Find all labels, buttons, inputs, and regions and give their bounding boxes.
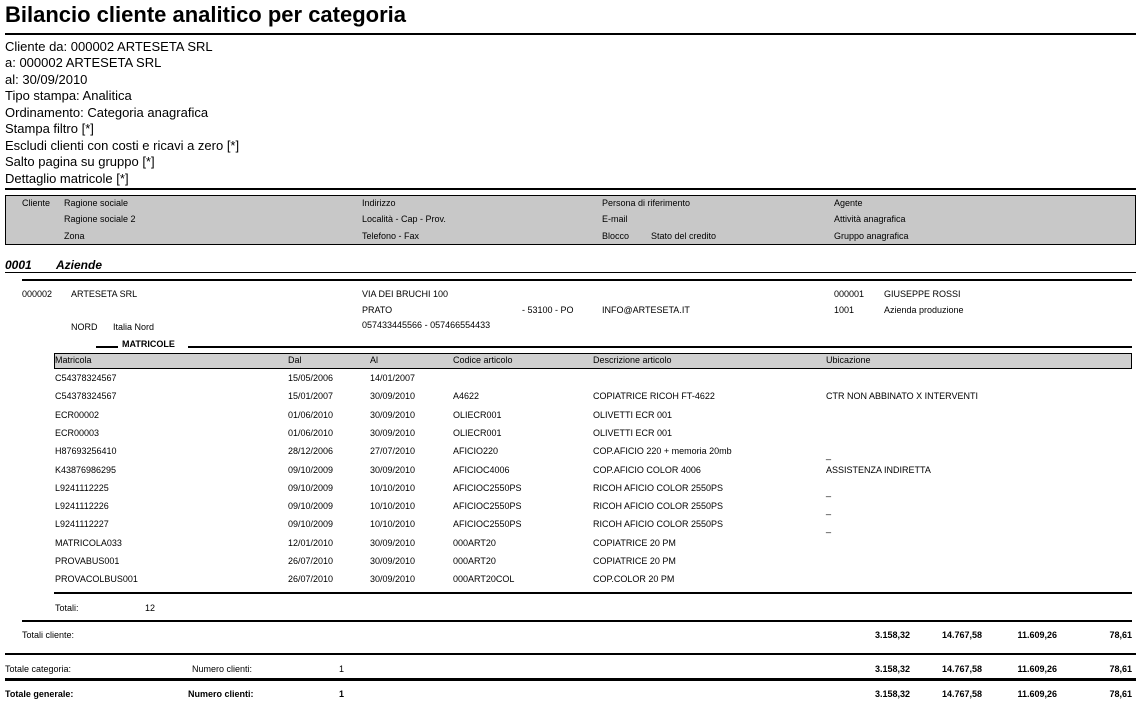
cell-al: 30/09/2010	[370, 556, 416, 566]
cell-codice-articolo: AFICIOC2550PS	[453, 501, 522, 511]
param-ordinamento: Ordinamento: Categoria anagrafica	[5, 105, 209, 120]
cell-dal: 09/10/2009	[288, 501, 334, 511]
cell-al: 27/07/2010	[370, 446, 416, 456]
client-cap-prov: - 53100 - PO	[522, 305, 574, 315]
cell-matricola: L9241112225	[55, 483, 109, 493]
cell-codice-articolo: A4622	[453, 391, 480, 401]
hdr-stato-credito: Stato del credito	[651, 231, 717, 241]
cell-descrizione-articolo: COP.AFICIO COLOR 4006	[593, 465, 701, 475]
group-code: 0001	[5, 258, 32, 272]
totale-categoria-num: 1	[339, 664, 345, 674]
cell-dal: 09/10/2009	[288, 519, 334, 529]
cell-matricola: ECR00002	[55, 410, 100, 420]
cell-al: 30/09/2010	[370, 410, 416, 420]
column-header-box	[5, 195, 1136, 245]
cell-al: 30/09/2010	[370, 574, 416, 584]
cell-codice-articolo: OLIECR001	[453, 410, 502, 420]
cell-matricola: ECR00003	[55, 428, 100, 438]
cell-matricola: H87693256410	[55, 446, 117, 456]
group-name: Aziende	[56, 258, 103, 272]
cell-matricola: C54378324567	[55, 391, 117, 401]
cell-dal: 01/06/2010	[288, 428, 334, 438]
cell-ubicazione: ASSISTENZA INDIRETTA	[826, 465, 931, 475]
cell-descrizione-articolo: COPIATRICE RICOH FT-4622	[593, 391, 715, 401]
cell-matricola: L9241112226	[55, 501, 109, 511]
report-title: Bilancio cliente analitico per categoria	[5, 2, 407, 27]
client-top-rule	[22, 279, 1132, 281]
cell-dal: 09/10/2009	[288, 465, 334, 475]
cell-al: 14/01/2007	[370, 373, 416, 383]
hdr-attivita: Attività anagrafica	[834, 214, 906, 224]
matricole-bottom-rule	[54, 592, 1132, 594]
hdr-email: E-mail	[602, 214, 628, 224]
totale-categoria-v2: 14.767,58	[941, 664, 982, 674]
matricole-totali-value: 12	[145, 603, 156, 613]
hdr-agente: Agente	[834, 198, 863, 208]
totale-generale-num-label: Numero clienti:	[188, 689, 254, 699]
cell-codice-articolo: AFICIOC2550PS	[453, 483, 522, 493]
totali-cliente-v3: 11.609,26	[1017, 630, 1057, 640]
totale-generale-v3: 11.609,26	[1017, 689, 1057, 699]
client-zona-code: NORD	[71, 322, 98, 332]
cell-codice-articolo: AFICIOC4006	[453, 465, 510, 475]
hdr-telefono: Telefono - Fax	[362, 231, 420, 241]
cell-matricola: L9241112227	[55, 519, 109, 529]
cell-al: 30/09/2010	[370, 391, 416, 401]
client-code: 000002	[22, 289, 53, 299]
cell-al: 30/09/2010	[370, 428, 416, 438]
cell-al: 10/10/2010	[370, 483, 416, 493]
cell-ubicazione: _	[826, 523, 832, 533]
client-address: VIA DEI BRUCHI 100	[362, 289, 449, 299]
totali-cliente-v4: 78,61	[1109, 630, 1132, 640]
activity-code: 1001	[834, 305, 855, 315]
totale-generale-v1: 3.158,32	[874, 689, 910, 699]
client-city: PRATO	[362, 305, 393, 315]
cell-matricola: MATRICOLA033	[55, 538, 122, 548]
param-cliente-da: Cliente da: 000002 ARTESETA SRL	[5, 39, 213, 54]
group-underline	[5, 272, 1136, 273]
totali-cliente-v1: 3.158,32	[874, 630, 910, 640]
cell-ubicazione: _	[826, 450, 832, 460]
param-data-al: al: 30/09/2010	[5, 72, 88, 87]
hdr-persona: Persona di riferimento	[602, 198, 691, 208]
hdr-ragione-sociale-2: Ragione sociale 2	[64, 214, 136, 224]
totali-cliente-v2: 14.767,58	[941, 630, 982, 640]
cell-al: 30/09/2010	[370, 465, 416, 475]
totale-generale-num: 1	[339, 689, 345, 699]
cell-descrizione-articolo: OLIVETTI ECR 001	[593, 410, 673, 420]
cell-codice-articolo: 000ART20	[453, 556, 496, 566]
cell-al: 30/09/2010	[370, 538, 416, 548]
col-descrizione-articolo: Descrizione articolo	[593, 355, 672, 365]
agent-name: GIUSEPPE ROSSI	[884, 289, 961, 299]
cell-matricola: PROVACOLBUS001	[55, 574, 138, 584]
cell-descrizione-articolo: RICOH AFICIO COLOR 2550PS	[593, 483, 724, 493]
totale-categoria-v3: 11.609,26	[1017, 664, 1057, 674]
totale-generale-v2: 14.767,58	[941, 689, 982, 699]
totale-generale-top-rule	[5, 678, 1136, 681]
param-tipo-stampa: Tipo stampa: Analitica	[5, 88, 132, 103]
cell-dal: 01/06/2010	[288, 410, 334, 420]
col-dal: Dal	[288, 355, 302, 365]
hdr-indirizzo: Indirizzo	[362, 198, 396, 208]
col-matricola: Matricola	[55, 355, 92, 365]
activity-name: Azienda produzione	[884, 305, 964, 315]
totali-cliente-top-rule	[22, 620, 1132, 622]
hdr-blocco: Blocco	[602, 231, 630, 241]
cell-descrizione-articolo: COPIATRICE 20 PM	[593, 556, 676, 566]
col-ubicazione: Ubicazione	[826, 355, 871, 365]
totale-categoria-v1: 3.158,32	[874, 664, 910, 674]
matricole-rule-left	[96, 346, 118, 348]
totale-categoria-top-rule	[5, 653, 1136, 655]
cell-dal: 26/07/2010	[288, 574, 334, 584]
cell-descrizione-articolo: COP.AFICIO 220 + memoria 20mb	[593, 446, 732, 456]
hdr-cliente: Cliente	[22, 198, 51, 208]
cell-descrizione-articolo: RICOH AFICIO COLOR 2550PS	[593, 519, 724, 529]
hdr-ragione-sociale: Ragione sociale	[64, 198, 129, 208]
totali-cliente-label: Totali cliente:	[22, 630, 75, 640]
hdr-gruppo: Gruppo anagrafica	[834, 231, 909, 241]
cell-codice-articolo: 000ART20COL	[453, 574, 515, 584]
cell-al: 10/10/2010	[370, 519, 416, 529]
totale-generale-v4: 78,61	[1109, 689, 1132, 699]
cell-descrizione-articolo: COPIATRICE 20 PM	[593, 538, 676, 548]
totale-categoria-num-label: Numero clienti:	[192, 664, 253, 674]
cell-matricola: C54378324567	[55, 373, 117, 383]
cell-dal: 26/07/2010	[288, 556, 334, 566]
totale-categoria-label: Totale categoria:	[5, 664, 72, 674]
cell-ubicazione: _	[826, 505, 832, 515]
matricole-label: MATRICOLE	[122, 339, 175, 349]
client-email: INFO@ARTESETA.IT	[602, 305, 690, 315]
client-name: ARTESETA SRL	[71, 289, 138, 299]
cell-dal: 09/10/2009	[288, 483, 334, 493]
cell-descrizione-articolo: RICOH AFICIO COLOR 2550PS	[593, 501, 724, 511]
cell-codice-articolo: 000ART20	[453, 538, 496, 548]
cell-ubicazione: CTR NON ABBINATO X INTERVENTI	[826, 391, 979, 401]
cell-ubicazione: _	[826, 487, 832, 497]
hdr-localita: Località - Cap - Prov.	[362, 214, 446, 224]
params-divider	[5, 188, 1136, 190]
title-divider	[5, 33, 1136, 35]
cell-codice-articolo: AFICIO220	[453, 446, 499, 456]
param-escludi-clienti: Escludi clienti con costi e ricavi a zero [*]	[5, 138, 240, 153]
cell-matricola: K43876986295	[55, 465, 117, 475]
cell-codice-articolo: AFICIOC2550PS	[453, 519, 522, 529]
param-stampa-filtro: Stampa filtro [*]	[5, 121, 94, 136]
cell-codice-articolo: OLIECR001	[453, 428, 502, 438]
agent-code: 000001	[834, 289, 865, 299]
param-cliente-a: a: 000002 ARTESETA SRL	[5, 55, 162, 70]
cell-descrizione-articolo: COP.COLOR 20 PM	[593, 574, 675, 584]
matricole-totali-label: Totali:	[55, 603, 79, 613]
cell-al: 10/10/2010	[370, 501, 416, 511]
hdr-zona: Zona	[64, 231, 85, 241]
cell-dal: 12/01/2010	[288, 538, 334, 548]
cell-dal: 15/01/2007	[288, 391, 334, 401]
cell-dal: 28/12/2006	[288, 446, 334, 456]
totale-generale-label: Totale generale:	[5, 689, 74, 699]
cell-matricola: PROVABUS001	[55, 556, 120, 566]
col-al: Al	[370, 355, 379, 365]
col-codice-articolo: Codice articolo	[453, 355, 513, 365]
cell-dal: 15/05/2006	[288, 373, 334, 383]
client-zona-name: Italia Nord	[113, 322, 155, 332]
param-salto-pagina: Salto pagina su gruppo [*]	[5, 154, 155, 169]
param-dettaglio-matricole: Dettaglio matricole [*]	[5, 171, 129, 186]
cell-descrizione-articolo: OLIVETTI ECR 001	[593, 428, 673, 438]
totale-categoria-v4: 78,61	[1109, 664, 1132, 674]
client-phones: 057433445566 - 057466554433	[362, 320, 491, 330]
matricole-rule-right	[188, 346, 1132, 348]
